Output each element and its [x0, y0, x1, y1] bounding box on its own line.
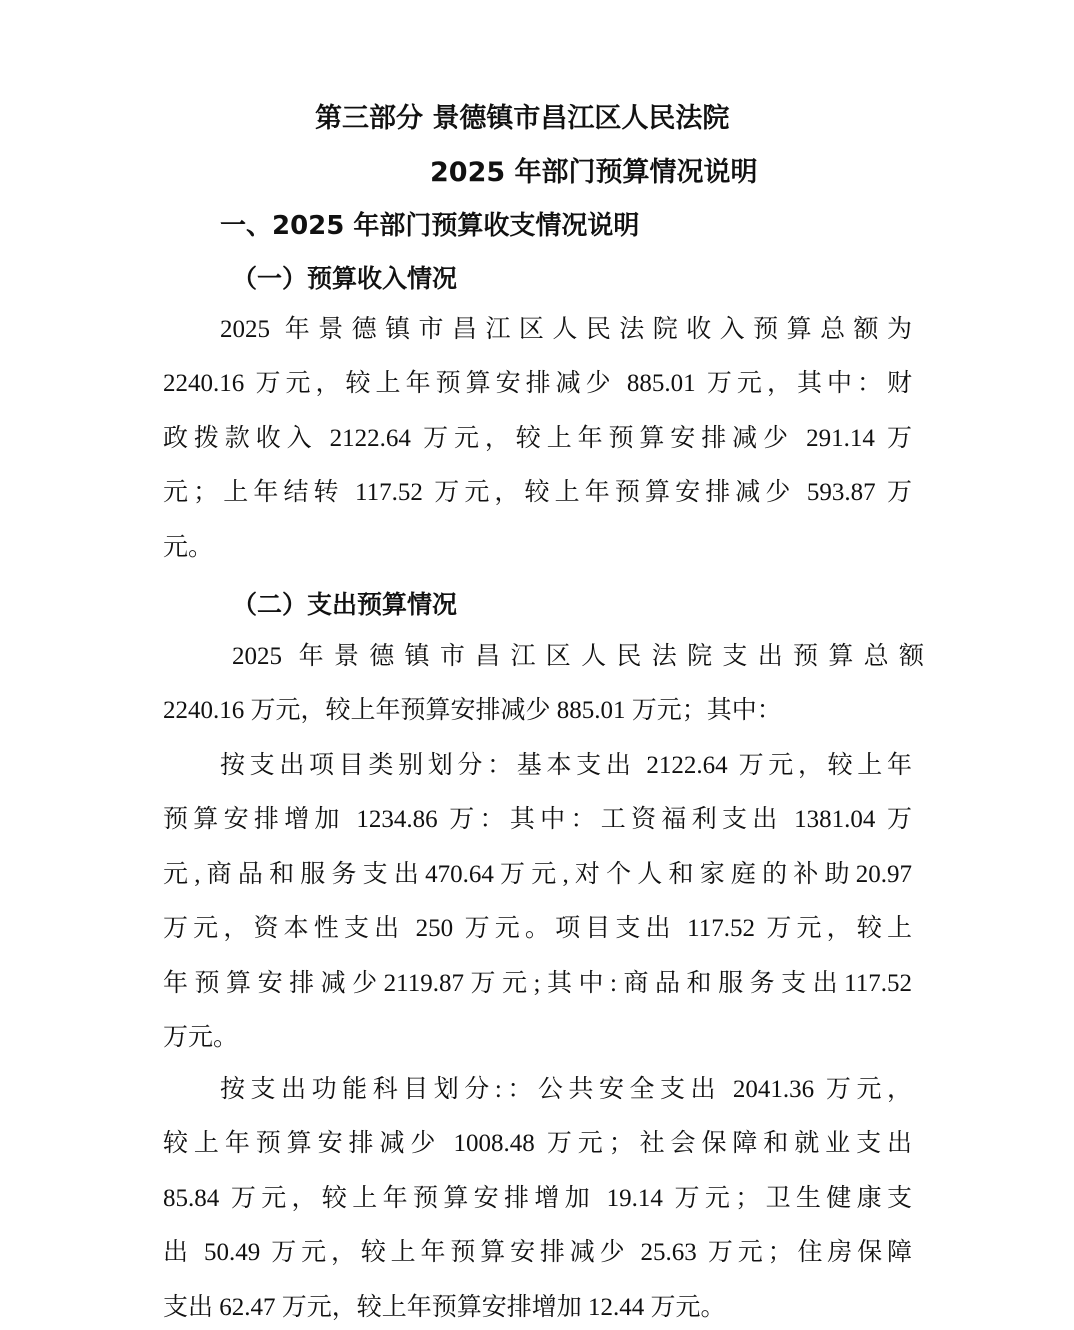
paragraph-line: 预算安排增加 1234.86 万：其中：工资福利支出 1381.04 万	[163, 806, 912, 834]
paragraph-line: 2240.16 万元，较上年预算安排减少 885.01 万元；其中：	[163, 697, 782, 725]
paragraph-line: 2025 年景德镇市昌江区人民法院支出预算总额	[232, 643, 924, 670]
paragraph-line: 按支出功能科目划分:：公共安全支出 2041.36 万元，	[220, 1076, 912, 1103]
document-subtitle: 2025 年部门预算情况说明	[430, 157, 758, 188]
paragraph-line: 出 50.49 万元，较上年预算安排减少 25.63 万元；住房保障	[163, 1239, 912, 1267]
income-heading: （一）预算收入情况	[232, 264, 458, 293]
paragraph-line: 元。	[163, 533, 214, 561]
paragraph-line: 按支出项目类别划分：基本支出 2122.64 万元，较上年	[220, 752, 912, 779]
paragraph-line: 85.84 万元，较上年预算安排增加 19.14 万元；卫生健康支	[163, 1184, 912, 1212]
paragraph-line: 元；上年结转 117.52 万元，较上年预算安排减少 593.87 万	[163, 479, 912, 507]
paragraph-line: 支出 62.47 万元，较上年预算安排增加 12.44 万元。	[163, 1293, 726, 1321]
paragraph-line: 年预算安排减少2119.87万元;其中:商品和服务支出117.52	[163, 969, 912, 997]
paragraph-line: 万元，资本性支出 250 万元。项目支出 117.52 万元，较上	[163, 915, 912, 943]
paragraph-line: 元,商品和服务支出470.64万元,对个人和家庭的补助20.97	[163, 860, 912, 888]
document-title: 第三部分 景德镇市昌江区人民法院	[315, 103, 730, 134]
expense-heading: （二）支出预算情况	[232, 590, 458, 619]
paragraph-line: 较上年预算安排减少 1008.48 万元；社会保障和就业支出	[163, 1130, 912, 1158]
paragraph-line: 政拨款收入 2122.64 万元，较上年预算安排减少 291.14 万	[163, 424, 912, 452]
paragraph-line: 万元。	[163, 1024, 239, 1051]
paragraph-line: 2025 年景德镇市昌江区人民法院收入预算总额为	[220, 316, 912, 343]
paragraph-line: 2240.16 万元，较上年预算安排减少 885.01 万元，其中：财	[163, 370, 912, 398]
section-heading: 一、2025 年部门预算收支情况说明	[220, 211, 640, 241]
